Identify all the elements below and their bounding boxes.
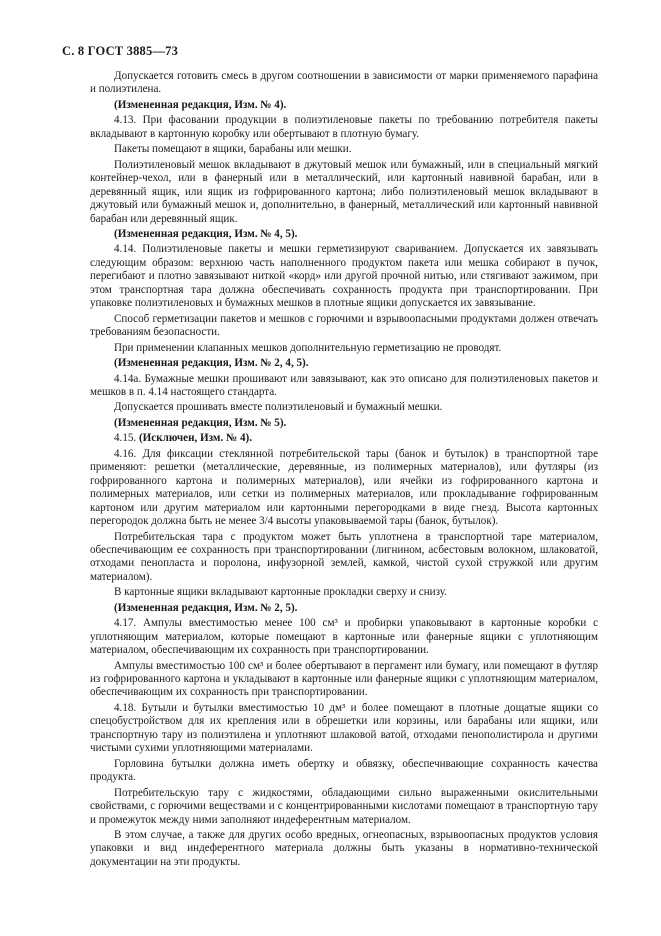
paragraph-text: 4.14. Полиэтиленовые пакеты и мешки герметизируют свариванием. Допускается их завязывать следующим образом: верхнюю часть наполненного продуктом пакета или мешка собирают в пучок, перегибают и плотно завязывают ниткой «корд» или другой прочной нитью, или стягивают зажимом, при этом транспортная тара должна обеспечивать сохранность продукта при транспортировании. При упаковке полиэтиленовых и бумажных мешков в плотные ящики допускается их завязывание. xyxy=(90,243,598,310)
paragraph-text: (Измененная редакция, Изм. № 5). xyxy=(114,416,287,429)
paragraph xyxy=(90,243,598,310)
paragraph-text: Потребительскую тару с жидкостями, обладающими сильно выраженными окислительными свойствами, с горючими веществами и с концентрированными кислотами помещают в транспортную тару и промежуток между ними заполняют индеферентным материалом. xyxy=(90,786,598,826)
paragraph-text: В картонные ящики вкладывают картонные прокладки сверху и снизу. xyxy=(114,586,447,599)
paragraph xyxy=(90,342,598,355)
paragraph-text: (Измененная редакция, Изм. № 2, 5). xyxy=(114,601,298,614)
paragraph xyxy=(90,586,598,599)
paragraph-text: 4.18. Бутыли и бутылки вместимостью 10 дм³ и более помещают в плотные дощатые ящики со спецобустройством для их крепления или в обрешетки или корзины, или барабаны или ящики, или транспортную тару из полиэтилена и уплотняют шлаковой ватой, отходами пенополистирола и другими чистыми сухими уплотняющими материалами. xyxy=(90,701,598,755)
page-header: С. 8 ГОСТ 3885—73 xyxy=(62,44,179,58)
paragraph-text: Пакеты помещают в ящики, барабаны или мешки. xyxy=(114,143,352,156)
paragraph-text: (Измененная редакция, Изм. № 4, 5). xyxy=(114,227,298,240)
amendment-note xyxy=(90,602,598,615)
paragraph xyxy=(90,531,598,585)
paragraph xyxy=(90,617,598,657)
paragraph xyxy=(90,829,598,869)
paragraph xyxy=(90,143,598,156)
paragraph xyxy=(90,313,598,340)
paragraph-text: 4.14а. Бумажные мешки прошивают или завязывают, как это описано для полиэтиленовых пакетов и мешков в п. 4.14 настоящего стандарта. xyxy=(90,372,598,398)
paragraph xyxy=(90,114,598,141)
paragraph-text: Потребительская тара с продуктом может быть уплотнена в транспортной таре материалом, обеспечивающим ее сохранность при транспортировании (лигнином, асбестовым волокном, шлаковатой, отходами пенопласта и поролона, инфузорной землей, камкой, чистой сухой стружкой или другим материалом). xyxy=(90,530,598,583)
paragraph-text: (Исключен, Изм. № 4). xyxy=(138,432,252,445)
paragraph-text: Полиэтиленовый мешок вкладывают в джутовый мешок или бумажный, или в специальный мягкий контейнер-чехол, или в фанерный или в металлический, или картонный навивной барабан, или в деревянный ящик, или ящик из гофрированного картона; либо полиэтиленовый мешок вкладывают в джутовый или бумажный мешок и, дополнительно, в фанерный, металлический или картонный навивной барабан или деревянный ящик. xyxy=(90,158,598,225)
paragraph xyxy=(90,448,598,529)
paragraph-text: (Измененная редакция, Изм. № 4). xyxy=(114,98,287,111)
paragraph xyxy=(90,70,598,97)
paragraph-text: В этом случае, а также для других особо вредных, огнеопасных, взрывоопасных продуктов условия упаковки и вид индеферентного материала должны быть указаны в нормативно-технической документации на эти продукты. xyxy=(90,829,598,868)
amendment-note xyxy=(90,228,598,241)
paragraph-text: Допускается прошивать вместе полиэтиленовый и бумажный мешки. xyxy=(114,401,443,414)
paragraph-text: Способ герметизации пакетов и мешков с горючими и взрывоопасными продуктами должен отвечать требованиям безопасности. xyxy=(90,312,598,339)
paragraph-text: Горловина бутылки должна иметь обертку и обвязку, обеспечивающие сохранность качества продукта. xyxy=(90,757,598,784)
amendment-note xyxy=(90,417,598,430)
paragraph xyxy=(90,758,598,785)
paragraph-text: Допускается готовить смесь в другом соотношении в зависимости от марки применяемого парафина и полиэтилена. xyxy=(90,70,598,96)
amendment-note xyxy=(90,357,598,370)
document-body xyxy=(90,70,598,869)
paragraph xyxy=(90,373,598,400)
paragraph-text: 4.16. Для фиксации стеклянной потребительской тары (банок и бутылок) в транспортной таре применяют: решетки (металлические, деревянные, из полимерных материалов), или футляры (из гофрированного картона и полимерных материалов), или ячейки из гофрированного картона и полимерных материалов, или сетки из полимерных материалов, или прокладывание гофрированным картоном или другим материалом или картонными перегородками в виде гнезд. Высота картонных перегородок должна быть не менее 3/4 высоты упаковываемой тары (банок, бутылок). xyxy=(90,447,598,528)
paragraph-text: 4.17. Ампулы вместимостью менее 100 см³ и пробирки упаковывают в картонные коробки с уплотняющим материалом, которые помещают в картонные или фанерные ящики с уплотняющим материалом, обеспечивающим их сохранность при транспортировании. xyxy=(90,617,598,657)
paragraph xyxy=(90,702,598,756)
paragraph xyxy=(90,401,598,414)
amendment-note xyxy=(90,99,598,112)
amendment-note xyxy=(90,432,598,445)
paragraph-text: (Измененная редакция, Изм. № 2, 4, 5). xyxy=(114,357,309,370)
paragraph-text: При применении клапанных мешков дополнительную герметизацию не проводят. xyxy=(114,341,502,354)
paragraph xyxy=(90,660,598,700)
paragraph-text: Ампулы вместимостью 100 см³ и более обертывают в пергамент или бумагу, или помещают в футляр из гофрированного картона и укладывают в картонные или фанерные ящики с уплотняющим материалом, обеспечивающим их сохранность при транспортировании. xyxy=(90,659,598,699)
clause-number: 4.15. xyxy=(114,432,139,445)
paragraph-text: 4.13. При фасовании продукции в полиэтиленовые пакеты по требованию потребителя пакеты вкладывают в картонную коробку или обертывают в плотную бумагу. xyxy=(90,114,598,140)
paragraph xyxy=(90,159,598,226)
paragraph xyxy=(90,787,598,827)
